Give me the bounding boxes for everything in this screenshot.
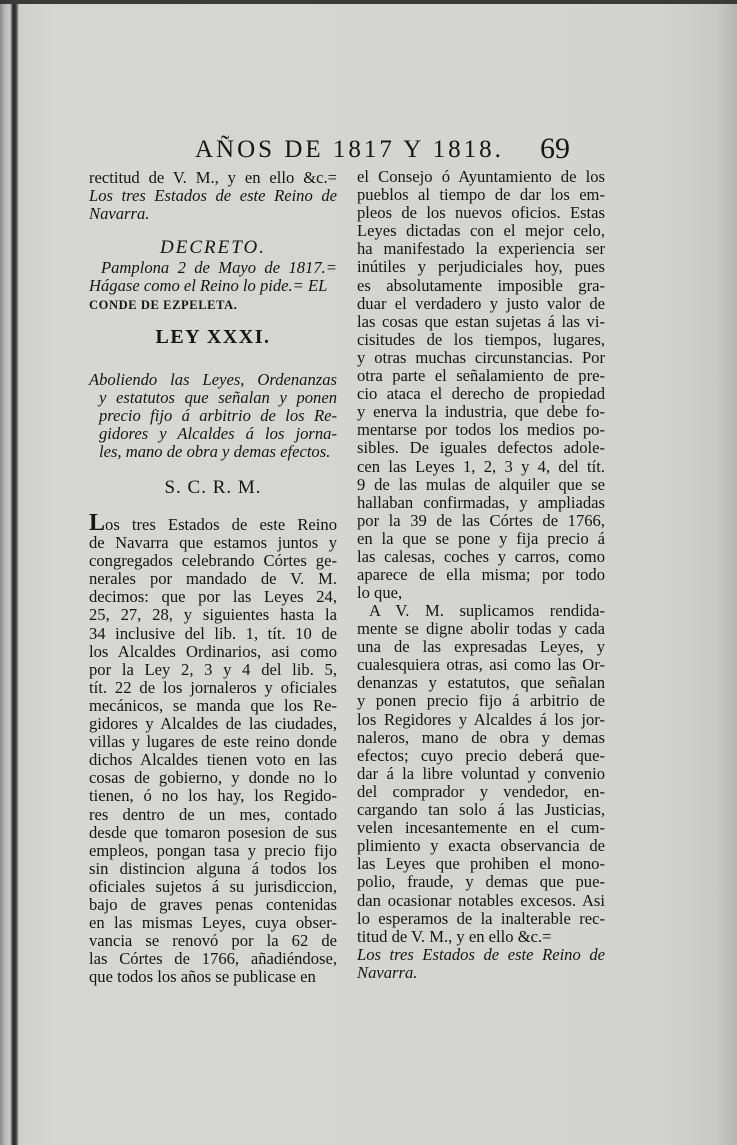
text-line: Navarra. xyxy=(89,204,150,224)
text-line: lo esperamos de la inalterable rec- xyxy=(357,908,605,928)
text-line: 25, 27, 28, y siguientes hasta la xyxy=(89,605,337,625)
text-line: duar el verdadero y justo valor de xyxy=(357,293,605,313)
text-line: las Leyes que prohiben el mono- xyxy=(357,854,605,874)
decreto-signature: CONDE DE EZPELETA. xyxy=(89,298,238,312)
text-line: empleos, pongan tasa y precio fijo xyxy=(89,840,337,860)
text-line: precio fijo á arbitrio de los Re- xyxy=(99,406,337,426)
text-line: bajo de graves penas contenidas xyxy=(89,894,337,914)
page-edge xyxy=(0,0,737,4)
text-line: congregados celebrando Córtes ge- xyxy=(89,551,337,571)
text-line: tienen, ó no los hay, los Regido- xyxy=(89,786,337,806)
salutation: S. C. R. M. xyxy=(164,477,262,498)
law-summary xyxy=(89,371,337,461)
text-line: polio, fraude, y demas que pue- xyxy=(357,872,605,892)
text-line: ha manifestado la experiencia ser xyxy=(357,239,605,259)
text-line: nerales por mandado de V. M. xyxy=(89,569,337,589)
text-line: y ponen precio fijo á arbitrio de xyxy=(357,691,605,711)
text-line: las calesas, coches y carros, como xyxy=(357,546,605,566)
text-line: villas y lugares de este reino donde xyxy=(89,732,337,752)
text-line: gidores y Alcaldes de las ciudades, xyxy=(89,714,337,734)
text-line: es absolutamente imposible gra- xyxy=(357,275,605,295)
text-line: que todos los años se publicase en xyxy=(89,967,316,987)
opening-text xyxy=(89,169,337,223)
text-line: dichos Alcaldes tienen voto en las xyxy=(89,750,337,770)
text-line: inútiles y perjudiciales hoy, pues xyxy=(357,257,605,277)
running-header: AÑOS DE 1817 Y 1818. xyxy=(195,136,504,163)
text-line: rectitud de V. M., y en ello &c.= xyxy=(89,168,337,187)
text-line: Pamplona 2 de Mayo de 1817.= xyxy=(101,258,337,277)
text-line: y enerva la industria, que debe fo- xyxy=(357,402,605,422)
text-line: sibles. De iguales defectos adole- xyxy=(357,438,605,458)
text-line: los Alcaldes Ordinarios, asi como xyxy=(89,641,337,661)
text-line: les, mano de obra y demas efectos. xyxy=(99,442,331,462)
petition-paragraph xyxy=(357,602,605,946)
text-line: mentarse por todos los medios po- xyxy=(357,420,605,440)
body-paragraph xyxy=(89,510,337,987)
text-line: dan ocasionar notables excesos. Asi xyxy=(357,890,605,910)
text-line: naleros, mano de obra y demas xyxy=(357,727,605,747)
text-line: denanzas y estatutos, que señalan xyxy=(357,673,605,693)
text-line: 34 inclusive del lib. 1, tít. 10 de xyxy=(89,623,337,643)
text-line: cualesquiera otras, asi como las Or- xyxy=(357,655,605,675)
text-line: cio ataca el derecho de propiedad xyxy=(357,384,605,404)
text-line: el Consejo ó Ayuntamiento de los xyxy=(357,167,605,186)
text-line: cen las Leyes 1, 2, 3 y 4, del tít. xyxy=(357,456,605,476)
text-line: los Regidores y Alcaldes á los jor- xyxy=(357,709,605,729)
text-line: oficiales sujetos á su jurisdiccion, xyxy=(89,876,337,896)
text-line: tít. 22 de los jornaleros y oficiales xyxy=(89,677,337,697)
text-line: las Córtes de 1766, añadiéndose, xyxy=(89,949,337,969)
text-line: Aboliendo las Leyes, Ordenanzas xyxy=(89,370,337,389)
law-heading: LEY XXXI. xyxy=(155,326,271,348)
text-line: por la Ley 2, 3 y 4 del lib. 5, xyxy=(89,659,337,679)
decreto-heading: DECRETO. xyxy=(160,237,266,258)
text-line: pleos de los nuevos oficios. Estas xyxy=(357,203,605,223)
text-line: otra parte el señalamiento de pre- xyxy=(357,366,605,386)
text-line: A V. M. suplicamos rendida- xyxy=(369,601,605,620)
text-line: y estatutos que señalan y ponen xyxy=(99,388,337,408)
text-line: hallaban confirmadas, y ampliadas xyxy=(357,492,605,512)
text-line: en la que se pone y fija precio á xyxy=(357,528,605,548)
text-line: 9 de las mulas de alquiler que se xyxy=(357,474,605,494)
text-line: mente se digne abolir todas y cada xyxy=(357,619,605,639)
text-line: dar á la libre voluntad y convenio xyxy=(357,763,605,783)
text-line: Navarra. xyxy=(357,963,418,983)
text-line: sin distincion alguna á todos los xyxy=(89,858,337,878)
text-line: gidores y Alcaldes á los jorna- xyxy=(99,424,337,444)
text-line: Los tres Estados de este Reino xyxy=(89,510,337,536)
closing-signature xyxy=(357,946,605,982)
text-line: Hágase como el Reino lo pide.= EL xyxy=(89,276,328,296)
text-line: decimos: que por las Leyes 24, xyxy=(89,587,337,607)
text-line: titud de V. M., y en ello &c.= xyxy=(357,926,552,946)
text-line: Leyes dictadas con el mejor celo, xyxy=(357,221,605,241)
text-line: cosas de gobierno, y donde no lo xyxy=(89,768,337,788)
text-line: una de las expresadas Leyes, y xyxy=(357,637,605,657)
text-line: por la 39 de las Córtes de 1766, xyxy=(357,510,605,530)
page-number: 69 xyxy=(540,132,570,165)
text-line: cisitudes de los tiempos, lugares, xyxy=(357,329,605,349)
text-line: vancia se renovó por la 62 de xyxy=(89,931,337,951)
text-line: aparece de ella misma; por todo xyxy=(357,565,605,585)
text-line: efectos; cuyo precio deberá que- xyxy=(357,745,605,765)
text-line: del comprador y vendedor, en- xyxy=(357,781,605,801)
body-paragraph xyxy=(357,168,605,602)
text-line: en las mismas Leyes, cuya obser- xyxy=(89,913,337,933)
text-line: Los tres Estados de este Reino de xyxy=(357,945,605,964)
text-line: velen incesantemente en el cum- xyxy=(357,818,605,838)
text-line: plimiento y exacta observancia de xyxy=(357,836,605,856)
text-line: lo que, xyxy=(357,583,403,603)
decreto-text xyxy=(89,259,337,295)
text-line: las cosas que estan sujetas á las vi- xyxy=(357,311,605,331)
text-line: pueblos al tiempo de dar los em- xyxy=(357,185,605,205)
text-line: cargando tan solo á las Justicias, xyxy=(357,800,605,820)
text-line: Los tres Estados de este Reino de xyxy=(89,186,337,206)
text-line: desde que tomaron posesion de sus xyxy=(89,822,337,842)
text-line: de Navarra que estamos juntos y xyxy=(89,533,337,553)
text-line: mecánicos, se manda que los Re- xyxy=(89,695,337,715)
text-line: y otras muchas circunstancias. Por xyxy=(357,347,605,367)
text-line: res dentro de un mes, contado xyxy=(89,804,337,824)
